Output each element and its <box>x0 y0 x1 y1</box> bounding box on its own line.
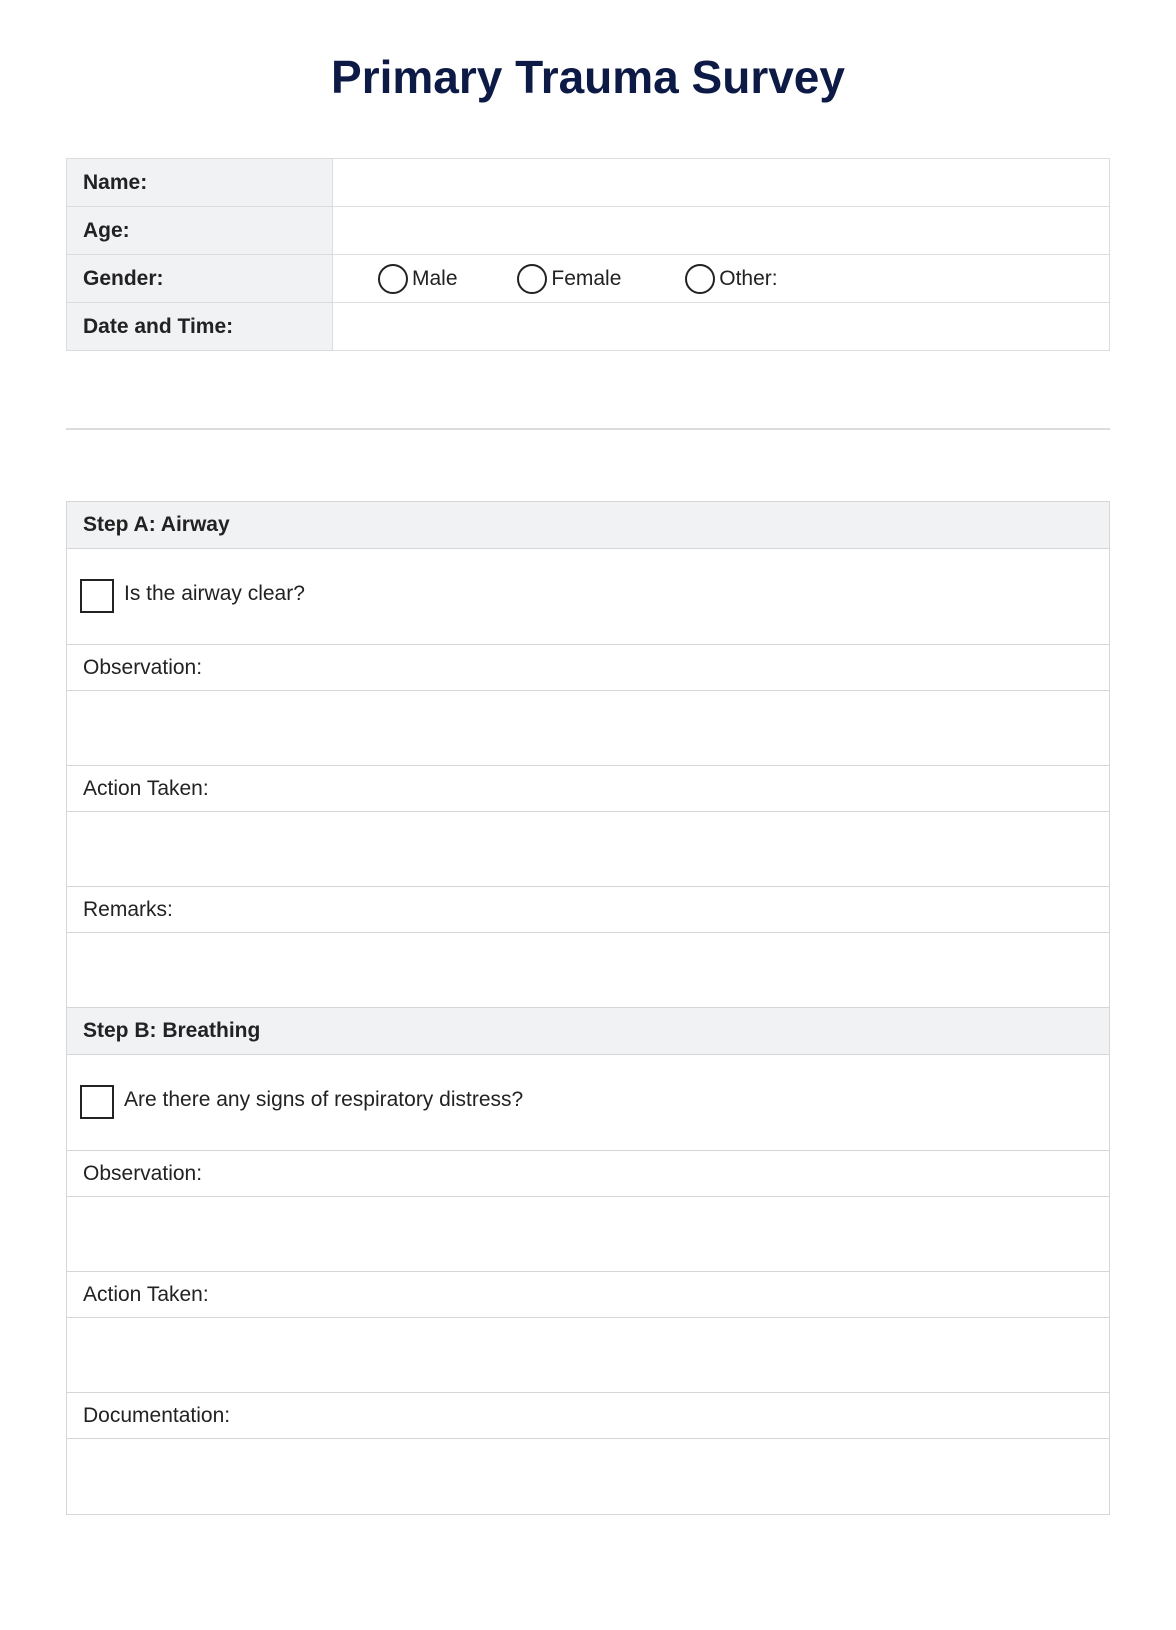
name-row <box>67 159 1110 207</box>
action-taken-field[interactable] <box>67 812 1109 887</box>
question-row-airway <box>67 549 1109 645</box>
checkbox-icon[interactable] <box>80 1085 114 1119</box>
gender-option-other[interactable] <box>685 264 777 294</box>
field-label-action-taken: Action Taken: <box>67 1272 1109 1318</box>
radio-button-icon[interactable] <box>685 264 715 294</box>
age-label: Age: <box>67 207 333 255</box>
action-taken-field[interactable] <box>67 1318 1109 1393</box>
checkbox-icon[interactable] <box>80 579 114 613</box>
gender-row <box>67 255 1110 303</box>
gender-label: Gender: <box>67 255 333 303</box>
question-row-breathing <box>67 1055 1109 1151</box>
field-label-observation: Observation: <box>67 645 1109 691</box>
step-header-breathing: Step B: Breathing <box>67 1008 1109 1055</box>
gender-option-female[interactable] <box>517 264 621 294</box>
steps-table <box>66 501 1110 1515</box>
field-label-documentation: Documentation: <box>67 1393 1109 1439</box>
patient-info-table <box>66 158 1110 351</box>
remarks-field[interactable] <box>67 933 1109 1008</box>
step-header-airway: Step A: Airway <box>67 502 1109 549</box>
gender-option-label: Other: <box>719 266 778 290</box>
section-divider <box>66 428 1110 430</box>
age-row <box>67 207 1110 255</box>
gender-option-male[interactable] <box>378 264 458 294</box>
age-field[interactable] <box>333 207 1110 255</box>
gender-option-label: Female <box>551 266 622 290</box>
field-label-observation: Observation: <box>67 1151 1109 1197</box>
gender-option-label: Male <box>412 266 458 290</box>
observation-field[interactable] <box>67 1197 1109 1272</box>
datetime-row <box>67 303 1110 351</box>
documentation-field[interactable] <box>67 1439 1109 1514</box>
datetime-field[interactable] <box>333 303 1110 351</box>
page-title: Primary Trauma Survey <box>331 51 845 103</box>
question-text: Is the airway clear? <box>124 582 305 605</box>
name-label: Name: <box>67 159 333 207</box>
radio-button-icon[interactable] <box>517 264 547 294</box>
datetime-label: Date and Time: <box>67 303 333 351</box>
observation-field[interactable] <box>67 691 1109 766</box>
question-text: Are there any signs of respiratory distress? <box>124 1088 524 1111</box>
gender-options <box>333 255 1110 303</box>
field-label-remarks: Remarks: <box>67 887 1109 933</box>
field-label-action-taken: Action Taken: <box>67 766 1109 812</box>
radio-button-icon[interactable] <box>378 264 408 294</box>
name-field[interactable] <box>333 159 1110 207</box>
